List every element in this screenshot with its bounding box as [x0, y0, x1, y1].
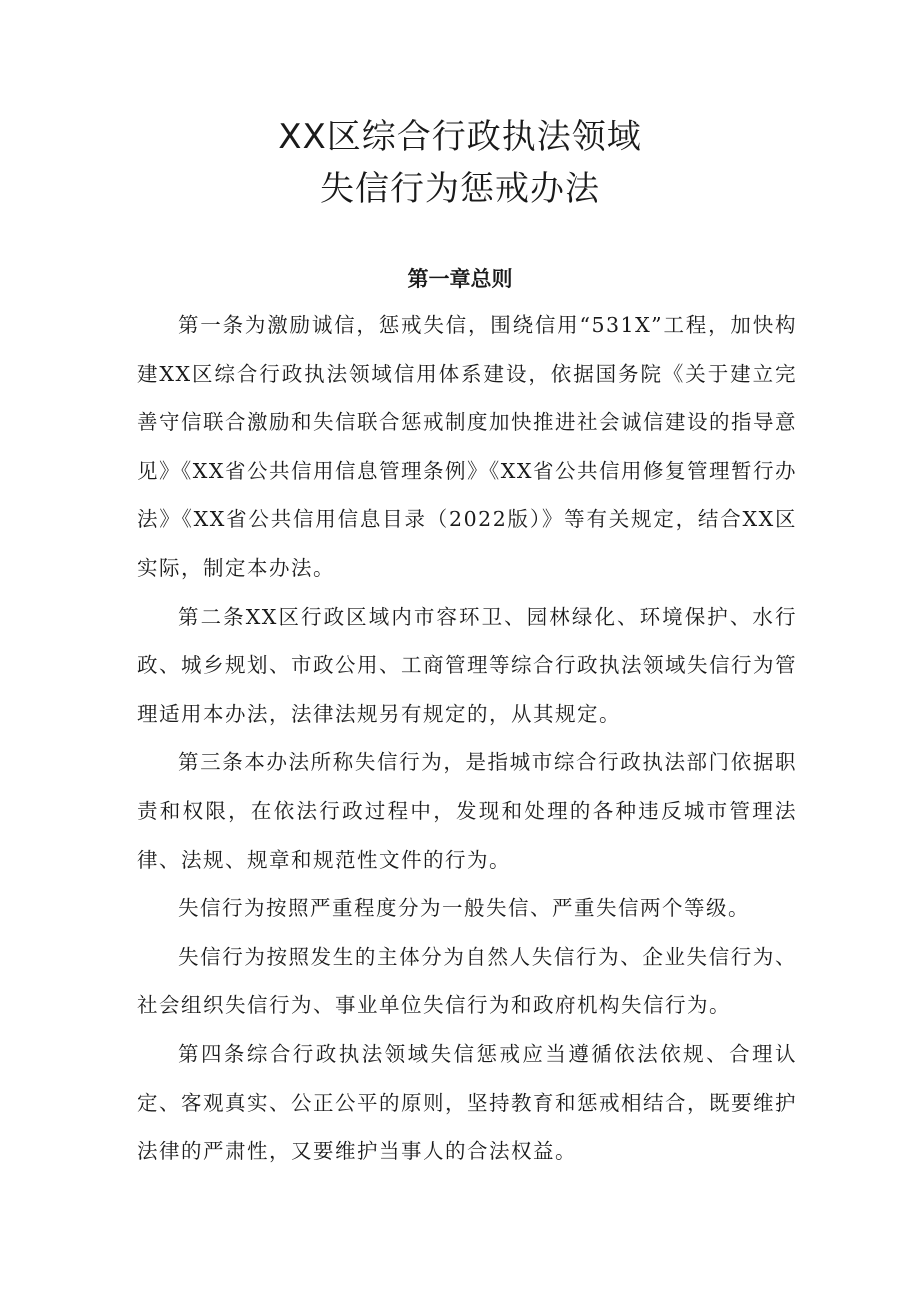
- document-body: [137, 301, 797, 1176]
- document-title-line-1: XX区综合行政执法领域: [278, 117, 642, 157]
- chapter-heading: 第一章总则: [407, 267, 513, 291]
- paragraph-article-4: 第四条综合行政执法领域失信惩戒应当遵循依法依规、合理认定、客观真实、公正公平的原则，坚持教育和惩戒相结合，既要维护法律的严肃性，又要维护当事人的合法权益。: [137, 1041, 797, 1164]
- paragraph-article-3: 第三条本办法所称失信行为，是指城市综合行政执法部门依据职责和权限，在依法行政过程中，发现和处理的各种违反城市管理法律、法规、规章和规范性文件的行为。: [137, 750, 797, 872]
- document-title-line-2: 失信行为惩戒办法: [320, 169, 600, 209]
- paragraph-subject-types: 失信行为按照发生的主体分为自然人失信行为、企业失信行为、社会组织失信行为、事业单位失信行为和政府机构失信行为。: [137, 944, 797, 1018]
- paragraph-article-2: 第二条XX区行政区域内市容环卫、园林绿化、环境保护、水行政、城乡规划、市政公用、工商管理等综合行政执法领域失信行为管理适用本办法，法律法规另有规定的，从其规定。: [137, 604, 797, 726]
- paragraph-severity-levels: 失信行为按照严重程度分为一般失信、严重失信两个等级。: [178, 896, 750, 921]
- paragraph-article-1: 第一条为激励诚信，惩戒失信，围绕信用“531X”工程，加快构建XX区综合行政执法领域信用体系建设，依据国务院《关于建立完善守信联合激励和失信联合惩戒制度加快推进社会诚信建设的指导意见》《XX省公共信用信息管理条例》《XX省公共信用修复管理暂行办法》《XX省公共信用信息目录（2022版）》等有关规定，结合XX区实际，制定本办法。: [137, 313, 797, 580]
